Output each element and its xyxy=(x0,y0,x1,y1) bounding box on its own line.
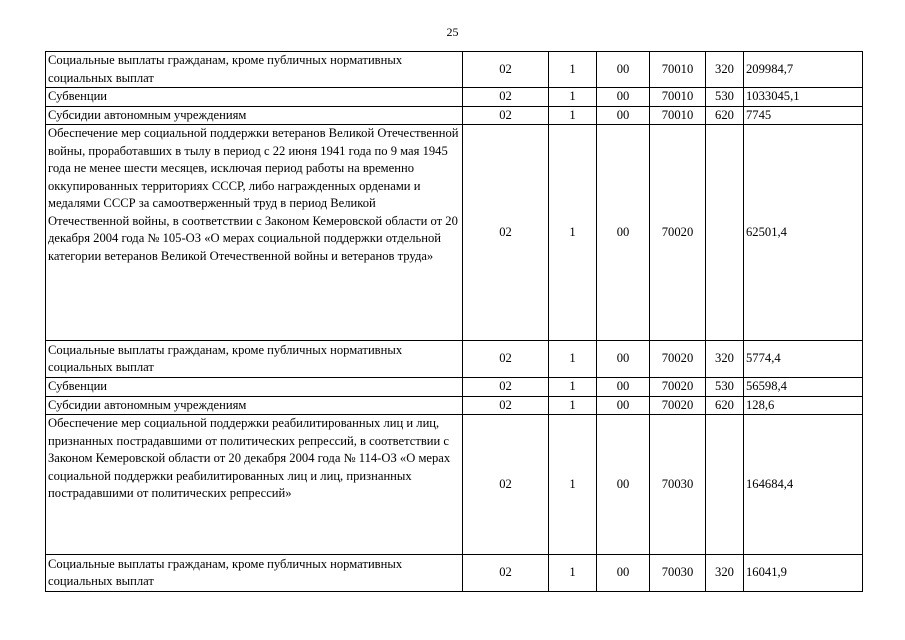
row-name: Субвенции xyxy=(46,378,463,397)
row-sum: 209984,7 xyxy=(744,52,863,88)
row-subsection: 1 xyxy=(549,106,597,125)
row-code: 70030 xyxy=(650,555,706,592)
row-code: 70010 xyxy=(650,52,706,88)
row-code: 70030 xyxy=(650,415,706,555)
row-group: 00 xyxy=(597,88,650,107)
row-expense-kind xyxy=(706,415,744,555)
row-group: 00 xyxy=(597,555,650,592)
row-sum: 5774,4 xyxy=(744,341,863,378)
row-name: Обеспечение мер социальной поддержки реабилитированных лиц и лиц, признанных пострадавшими от политических репрессий, в соответствии с Законом Кемеровской области от 20 декабря 2004 года № 114-ОЗ «О мерах социальной поддержки реабилитированных лиц и лиц, признанных пострадавшими от политических репрессий» xyxy=(46,415,463,555)
table-row xyxy=(46,88,863,107)
row-group: 00 xyxy=(597,378,650,397)
row-expense-kind: 530 xyxy=(706,88,744,107)
row-name: Субсидии автономным учреждениям xyxy=(46,106,463,125)
row-subsection: 1 xyxy=(549,125,597,341)
table-row xyxy=(46,555,863,592)
row-name: Субвенции xyxy=(46,88,463,107)
row-subsection: 1 xyxy=(549,52,597,88)
row-group: 00 xyxy=(597,415,650,555)
row-section: 02 xyxy=(463,88,549,107)
row-section: 02 xyxy=(463,555,549,592)
row-name: Социальные выплаты гражданам, кроме публичных нормативных социальных выплат xyxy=(46,555,463,592)
row-code: 70010 xyxy=(650,88,706,107)
row-expense-kind: 530 xyxy=(706,378,744,397)
row-name: Социальные выплаты гражданам, кроме публичных нормативных социальных выплат xyxy=(46,341,463,378)
row-section: 02 xyxy=(463,125,549,341)
row-sum: 128,6 xyxy=(744,396,863,415)
row-section: 02 xyxy=(463,52,549,88)
table-row xyxy=(46,52,863,88)
row-group: 00 xyxy=(597,396,650,415)
row-sum: 56598,4 xyxy=(744,378,863,397)
page-number: 25 xyxy=(446,25,459,39)
row-expense-kind: 620 xyxy=(706,396,744,415)
row-name: Социальные выплаты гражданам, кроме публичных нормативных социальных выплат xyxy=(46,52,463,88)
row-name: Обеспечение мер социальной поддержки ветеранов Великой Отечественной войны, проработавших в тылу в период с 22 июня 1941 года по 9 мая 1945 года не менее шести месяцев, исключая период работы на временно оккупированных территориях СССР, либо награжденных орденами и медалями СССР за самоотверженный труд в период Великой Отечественной войны, в соответствии с Законом Кемеровской области от 20 декабря 2004 года № 105-ОЗ «О мерах социальной поддержки отдельной категории ветеранов Великой Отечественной войны и ветеранов труда» xyxy=(46,125,463,341)
row-sum: 1033045,1 xyxy=(744,88,863,107)
row-code: 70020 xyxy=(650,396,706,415)
row-sum: 62501,4 xyxy=(744,125,863,341)
row-expense-kind: 620 xyxy=(706,106,744,125)
row-group: 00 xyxy=(597,341,650,378)
row-subsection: 1 xyxy=(549,378,597,397)
row-section: 02 xyxy=(463,378,549,397)
row-group: 00 xyxy=(597,125,650,341)
row-expense-kind: 320 xyxy=(706,52,744,88)
table-row xyxy=(46,396,863,415)
row-expense-kind: 320 xyxy=(706,341,744,378)
table-row xyxy=(46,106,863,125)
row-expense-kind xyxy=(706,125,744,341)
row-section: 02 xyxy=(463,396,549,415)
row-sum: 16041,9 xyxy=(744,555,863,592)
row-group: 00 xyxy=(597,52,650,88)
row-name: Субсидии автономным учреждениям xyxy=(46,396,463,415)
row-section: 02 xyxy=(463,415,549,555)
row-code: 70020 xyxy=(650,378,706,397)
row-subsection: 1 xyxy=(549,88,597,107)
budget-table xyxy=(45,51,863,592)
row-section: 02 xyxy=(463,341,549,378)
row-group: 00 xyxy=(597,106,650,125)
row-section: 02 xyxy=(463,106,549,125)
row-subsection: 1 xyxy=(549,555,597,592)
table-row xyxy=(46,415,863,555)
row-subsection: 1 xyxy=(549,396,597,415)
table-row xyxy=(46,341,863,378)
row-subsection: 1 xyxy=(549,415,597,555)
row-sum: 7745 xyxy=(744,106,863,125)
row-code: 70020 xyxy=(650,341,706,378)
row-subsection: 1 xyxy=(549,341,597,378)
table-row xyxy=(46,378,863,397)
table-row xyxy=(46,125,863,341)
row-code: 70010 xyxy=(650,106,706,125)
row-expense-kind: 320 xyxy=(706,555,744,592)
row-sum: 164684,4 xyxy=(744,415,863,555)
row-code: 70020 xyxy=(650,125,706,341)
